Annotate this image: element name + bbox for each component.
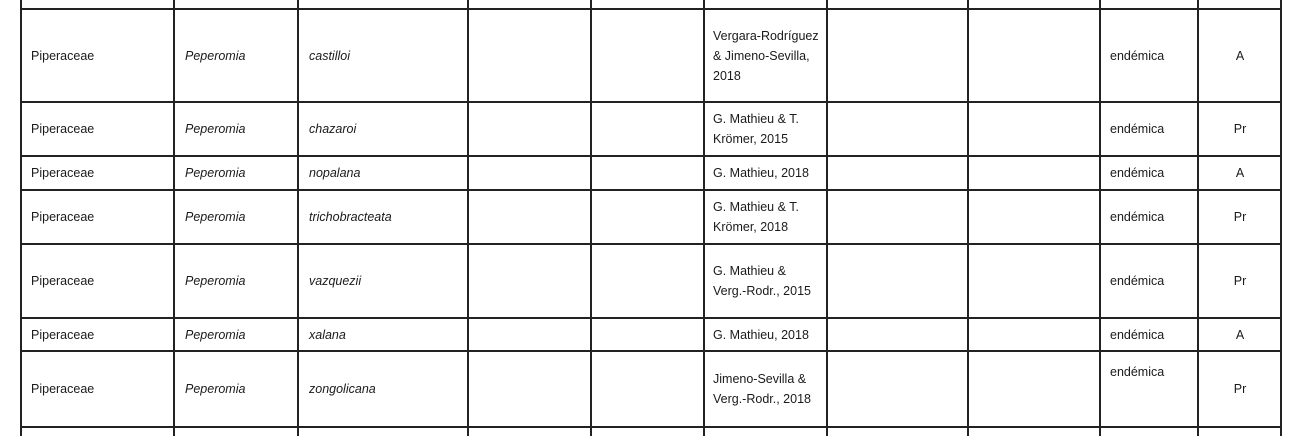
author-cell: Jimeno-Sevilla & Verg.-Rodr., 2018 [713, 372, 811, 406]
status-cell: endémica [1110, 48, 1165, 63]
category-cell: A [1235, 327, 1245, 342]
genus-cell: Peperomia [185, 327, 246, 342]
author-cell: G. Mathieu, 2018 [713, 166, 809, 180]
table-row [0, 319, 1301, 350]
category-cell: Pr [1233, 210, 1247, 224]
genus-cell: Peperomia [185, 122, 246, 136]
species-cell: castilloi [309, 48, 350, 63]
table-row [0, 157, 1301, 189]
table-row [0, 103, 1301, 155]
status-cell: endémica [1110, 122, 1165, 136]
table-row [0, 10, 1301, 101]
genus-cell: Peperomia [185, 382, 246, 396]
table-row [0, 245, 1301, 317]
species-cell: nopalana [309, 166, 361, 180]
status-cell: endémica [1110, 166, 1165, 180]
status-cell: endémica [1110, 210, 1165, 224]
category-cell: Pr [1233, 274, 1247, 288]
table-row [0, 352, 1301, 426]
family-cell: Piperaceae [31, 210, 95, 224]
status-cell: endémica [1110, 274, 1165, 288]
family-cell: Piperaceae [31, 327, 95, 342]
author-cell: G. Mathieu & T. Krömer, 2018 [713, 200, 799, 234]
genus-cell: Peperomia [185, 274, 246, 288]
species-cell: vazquezii [309, 274, 362, 288]
category-cell: A [1235, 48, 1245, 63]
category-cell: A [1235, 166, 1245, 180]
status-cell: endémica [1110, 327, 1165, 342]
species-cell: chazaroi [309, 122, 357, 136]
species-cell: zongolicana [309, 382, 376, 396]
family-cell: Piperaceae [31, 166, 95, 180]
family-cell: Piperaceae [31, 274, 95, 288]
status-cell: endémica [1110, 365, 1165, 379]
family-cell: Piperaceae [31, 382, 95, 396]
category-cell: Pr [1233, 382, 1247, 396]
genus-cell: Peperomia [185, 48, 246, 63]
category-cell: Pr [1233, 122, 1247, 136]
species-cell: xalana [309, 327, 346, 342]
genus-cell: Peperomia [185, 210, 246, 224]
author-cell: G. Mathieu & Verg.-Rodr., 2015 [713, 264, 811, 298]
species-cell: trichobracteata [309, 210, 392, 224]
author-cell: Vergara-Rodríguez & Jimeno-Sevilla, 2018 [713, 28, 819, 83]
table-row [0, 191, 1301, 243]
genus-cell: Peperomia [185, 166, 246, 180]
author-cell: G. Mathieu, 2018 [713, 327, 809, 342]
family-cell: Piperaceae [31, 122, 95, 136]
family-cell: Piperaceae [31, 48, 95, 63]
author-cell: G. Mathieu & T. Krömer, 2015 [713, 112, 799, 146]
